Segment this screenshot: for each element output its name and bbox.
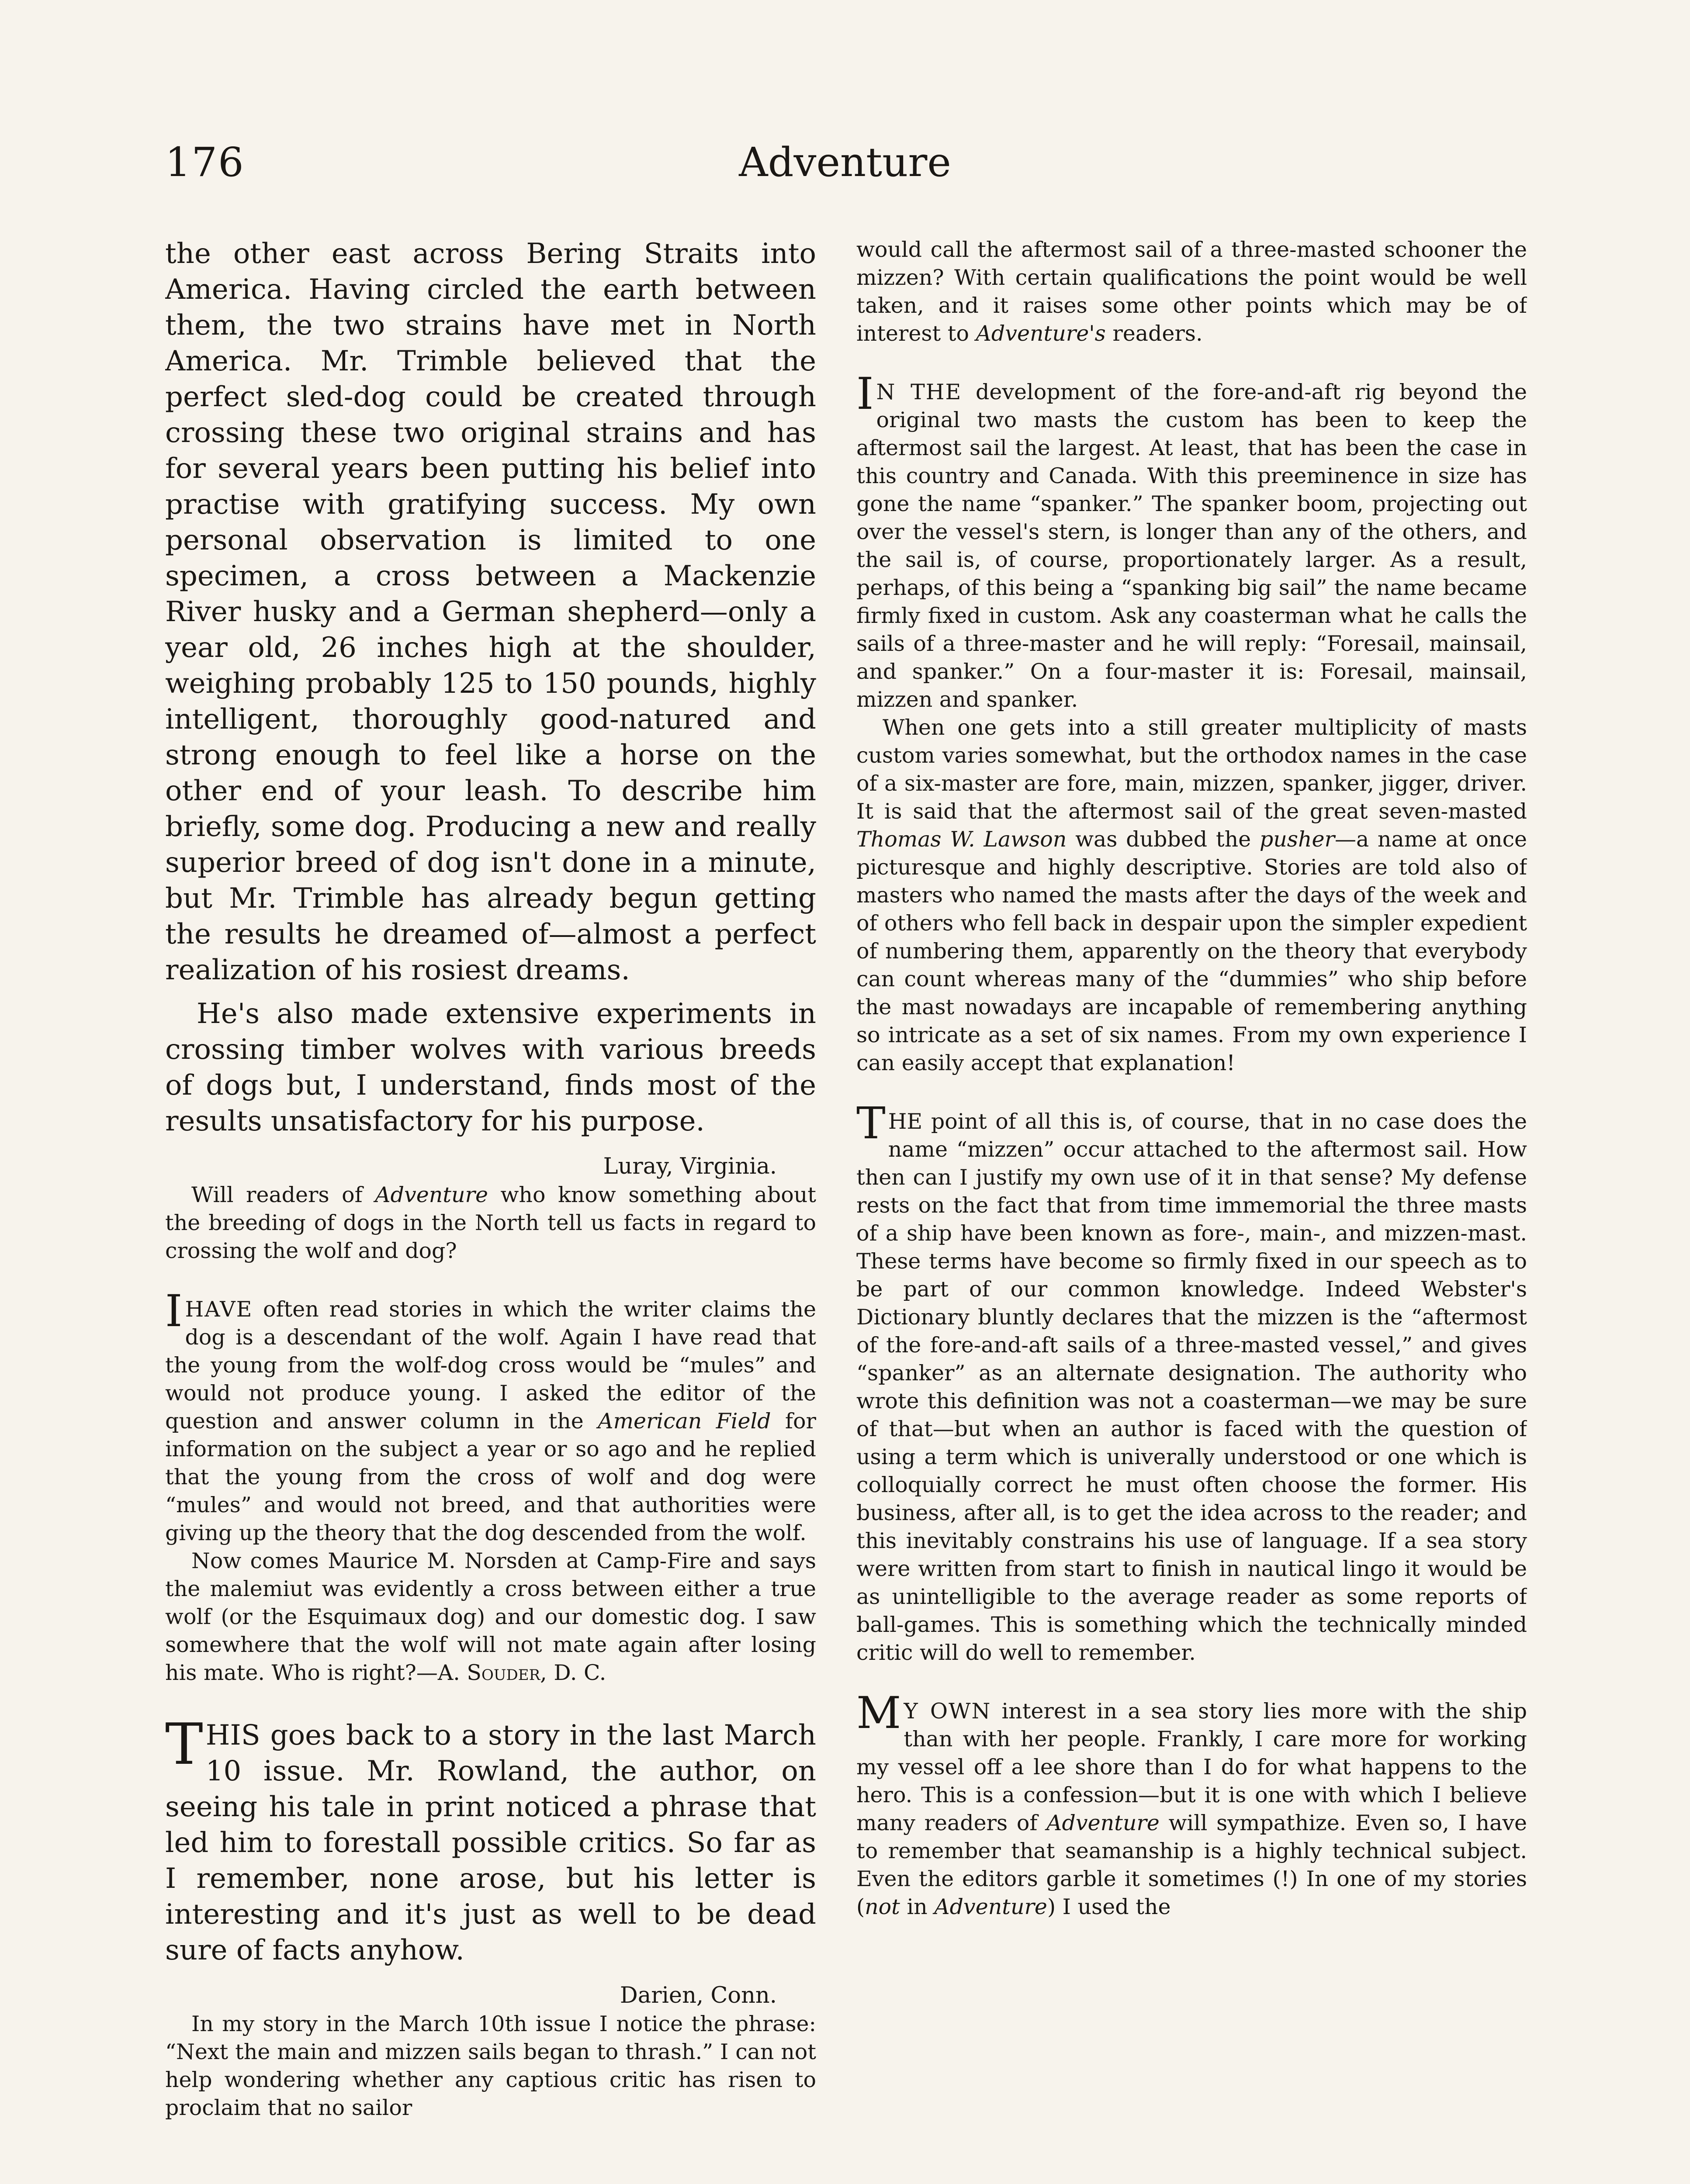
letter-location: Darien, Conn. xyxy=(620,1983,777,2008)
body-paragraph: He's also made extensive experiments in crossing timber wolves with various breeds of dogs but, I understand, finds most of the results unsatisfactory for his purpose. xyxy=(165,998,816,1137)
letter-section xyxy=(165,1286,816,1687)
body-paragraph: THIS goes back to a story in the last March 10 issue. Mr. Rowland, the author, on seeing his tale in print noticed a phrase that led him to forestall possible critics. So far as I remember, none arose, but his letter is interesting and it's just as well to be dead sure of facts anyhow. xyxy=(165,1711,816,1966)
page-header xyxy=(165,139,1525,196)
letter-section xyxy=(856,1098,1527,1667)
editor-question: Will readers of Adventure who know something about the breeding of dogs in the North tell us facts in regard to crossing the wolf and dog? xyxy=(165,1182,816,1263)
letter-paragraph: When one gets into a still greater multiplicity of masts custom varies somewhat, but the orthodox names in the case of a six-master are fore, main, mizzen, spanker, jigger, driver. It is said that the aftermost sail of the great seven-masted Thomas W. Lawson was dubbed the pusher—a name at once picturesque and highly descriptive. Stories are told also of masters who named the masts after the days of the week and of others who fell back in despair upon the simpler expedient of numbering them, apparently on the theory that everybody can count whereas many of the “dummies” who ship before the mast nowadays are incapable of remembering anything so intricate as a set of six names. From my own experience I can easily accept that explanation! xyxy=(856,715,1527,1075)
intro-section xyxy=(165,236,816,1139)
drop-cap: I xyxy=(165,1286,183,1337)
drop-cap: I xyxy=(856,368,874,419)
letter-paragraph: Now comes Maurice M. Norsden at Camp-Fire and says the malemiut was evidently a cross between either a true wolf (or the Esquimaux dog) and our domestic dog. I saw somewhere that the wolf will not mate again after losing his mate. Who is right?—A. Souder, D. C. xyxy=(165,1548,816,1685)
letter-section xyxy=(165,2010,816,2122)
editor-note xyxy=(165,1181,816,1265)
letter-paragraph: would call the aftermost sail of a three-masted schooner the mizzen? With certain qualifications the point would be well taken, and it raises some other points which may be of interest to Adventure's readers. xyxy=(856,237,1527,346)
drop-cap: T xyxy=(165,1711,203,1777)
letter-paragraph: In my story in the March 10th issue I notice the phrase: “Next the main and mizzen sails began to thrash.” I can not help wondering whether any captious critic has risen to proclaim that no sailor xyxy=(165,2011,816,2120)
magazine-title: Adventure xyxy=(739,139,951,186)
drop-cap: T xyxy=(856,1098,886,1149)
letter-paragraph: I HAVE often read stories in which the writer claims the dog is a descendant of the wolf. Again I have read that the young from the wolf-dog cross would be “mules” and would not produce young. I asked the editor of the question and answer column in the American Field for information on the subject a year or so ago and he replied that the young from the cross of wolf and dog were “mules” and would not breed, and that authorities were giving up the theory that the dog descended from the wolf. xyxy=(165,1286,816,1545)
right-column xyxy=(856,236,1527,2184)
editorial-section xyxy=(165,1711,816,1968)
letter-location: Luray, Virginia. xyxy=(603,1154,777,1179)
letter-paragraph: THE point of all this is, of course, that in no case does the name “mizzen” occur attached to the aftermost sail. How then can I justify my own use of it in that sense? My defense rests on the fact that from time immemorial the three masts of a ship have been known as fore-, main-, and mizzen-mast. These terms have become so firmly fixed in our speech as to be part of our common knowledge. Indeed Webster's Dictionary bluntly declares that the mizzen is the “aftermost of the fore-and-aft sails of a three-masted vessel,” and gives “spanker” as an alternate designation. The authority who wrote this definition was not a coasterman—we may be sure of that—but when an author is faced with the question of using a term which is univerally understood or one which is colloquially correct he must often choose the former. His business, after all, is to get the idea across to the reader; and this inevitably constrains his use of language. If a sea story were written from start to finish in nautical lingo it would be as unintelligible to the average reader as some reports of ball-games. This is something which the technically minded critic will do well to remember. xyxy=(856,1098,1527,1665)
page-number: 176 xyxy=(165,139,245,186)
letter-continuation xyxy=(856,236,1527,348)
letter-paragraph: M Y OWN interest in a sea story lies more with the ship than with her people. Frankly, I care more for working my vessel off a lee shore than I do for what happens to the hero. This is a confession—but it is one with which I believe many readers of Adventure will sympathize. Even so, I have to remember that seamanship is a highly technical subject. Even the editors garble it sometimes (!) In one of my stories (not in Adventure) I used the xyxy=(856,1687,1527,1919)
drop-cap: M xyxy=(856,1687,901,1738)
left-column xyxy=(165,236,816,2184)
letter-section xyxy=(856,368,1527,1077)
body-paragraph: the other east across Bering Straits into America. Having circled the earth between them, the two strains have met in North America. Mr. Trimble believed that the perfect sled-dog could be created through crossing these two original strains and has for several years been putting his belief into practise with gratifying success. My own personal observation is limited to one specimen, a cross between a Mackenzie River husky and a German shepherd—only a year old, 26 inches high at the shoulder, weighing probably 125 to 150 pounds, highly intelligent, thoroughly good-natured and strong enough to feel like a horse on the other end of your leash. To describe him briefly, some dog. Producing a new and really superior breed of dog isn't done in a minute, but Mr. Trimble has already begun getting the results he dreamed of—almost a perfect realization of his rosiest dreams. xyxy=(165,238,816,986)
letter-paragraph: I N THE development of the fore-and-aft rig beyond the original two masts the custom has been to keep the aftermost sail the largest. At least, that has been the case in this country and Canada. With this preeminence in size has gone the name “spanker.” The spanker boom, projecting out over the vessel's stern, is longer than any of the others, and the sail is, of course, proportionately larger. As a result, perhaps, of this being a “spanking big sail” the name became firmly fixed in custom. Ask any coasterman what he calls the sails of a three-master and he will reply: “Foresail, mainsail, and spanker.” On a four-master it is: Foresail, mainsail, mizzen and spanker. xyxy=(856,368,1527,712)
letter-section xyxy=(856,1687,1527,1921)
